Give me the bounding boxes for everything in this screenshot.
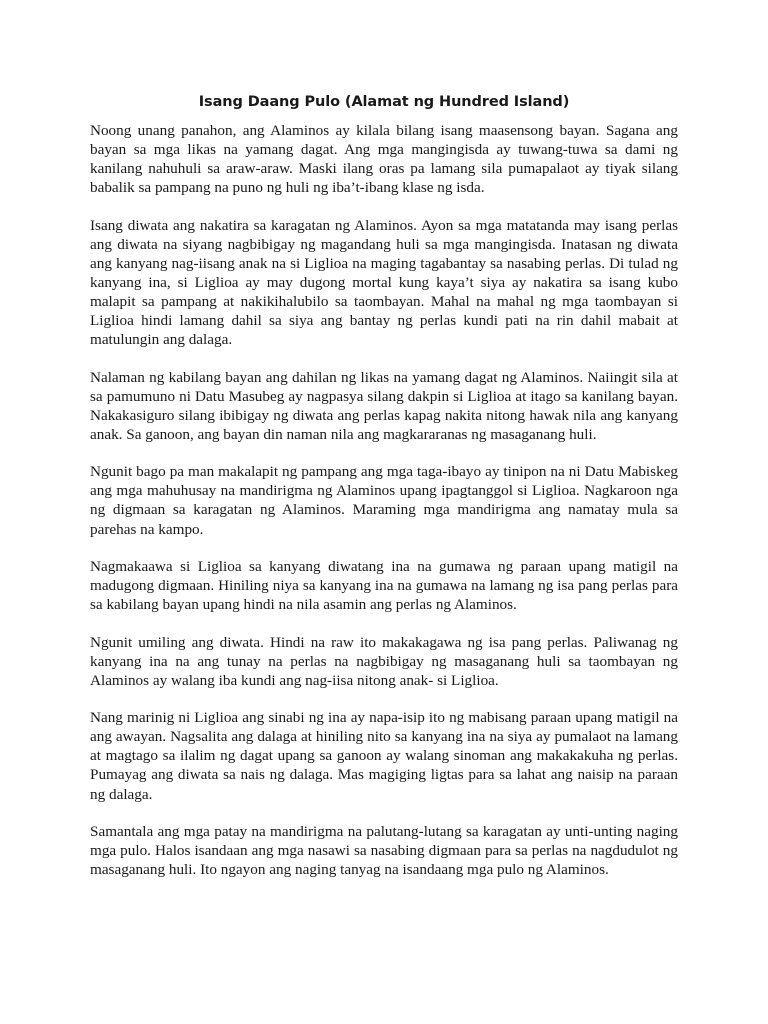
paragraph: Ngunit bago pa man makalapit ng pampang ang mga taga-ibayo ay tinipon na ni Datu Mabiskeg ang mga mahuhusay na mandirigma ng Alaminos upang ipagtanggol si Liglioa. Nagkaroon nga ng digmaan sa karagatan ng Alaminos. Maraming mga mandirigma ang namatay mula sa parehas na kampo. — [90, 463, 678, 538]
document-title: Isang Daang Pulo (Alamat ng Hundred Island) — [198, 94, 570, 110]
paragraph: Nalaman ng kabilang bayan ang dahilan ng likas na yamang dagat ng Alaminos. Naiingit sila at sa pamumuno ni Datu Masubeg ay nagpasya silang dakpin si Liglioa at itago sa kanilang bayan. Nakakasiguro silang ibibigay ng diwata ang perlas kapag nakita nitong hawak nila ang kanyang anak. Sa ganoon, ang bayan din naman nila ang magkararanas ng masaganang huli. — [90, 368, 678, 443]
paragraph: Ngunit umiling ang diwata. Hindi na raw ito makakagawa ng isa pang perlas. Paliwanag ng kanyang ina na ang tunay na perlas na nagbibigay ng masaganang huli sa taombayan ng Alaminos ay walang iba kundi ang nag-iisa nitong anak- si Liglioa. — [90, 633, 678, 689]
paragraph: Isang diwata ang nakatira sa karagatan ng Alaminos. Ayon sa mga matatanda may isang perlas ang diwata na siyang nagbibigay ng magandang huli sa mga mangingisda. Inatasan ng diwata ang kanyang nag-iisang anak na si Liglioa na maging tagabantay sa nasabing perlas. Di tulad ng kanyang ina, si Liglioa ay may dugong mortal kung kaya’t siya ay nakatira sa isang kubo malapit sa pampang at nakikihalubilo sa taombayan. Mahal na mahal ng mga taombayan si Liglioa hindi lamang dahil sa siya ang bantay ng perlas kundi pati na rin dahil mabait at matulungin ang dalaga. — [90, 216, 678, 349]
paragraph: Nagmakaawa si Liglioa sa kanyang diwatang ina na gumawa ng paraan upang matigil na madugong digmaan. Hiniling niya sa kanyang ina na gumawa na lamang ng isa pang perlas para sa kabilang bayan upang hindi na nila asamin ang perlas ng Alaminos. — [90, 557, 678, 614]
paragraph: Nang marinig ni Liglioa ang sinabi ng ina ay napa-isip ito ng mabisang paraan upang matigil na ang awayan. Nagsalita ang dalaga at hiniling nito sa kanyang ina na siya ay pumalaot na lamang at magtago sa ilalim ng dagat upang sa ganoon ay walang sinoman ang makakakuha ng perlas. Pumayag ang diwata sa nais ng dalaga. Mas magiging ligtas para sa lahat ang naisip na paraan ng dalaga. — [90, 709, 678, 803]
paragraph: Noong unang panahon, ang Alaminos ay kilala bilang isang maasensong bayan. Sagana ang bayan sa mga likas na yamang dagat. Ang mga mangingisda ay tuwang-tuwa sa dami ng kanilang nahuhuli sa araw-araw. Maski ilang oras pa lamang sila pumapalaot ay tiyak silang babalik sa pampang na puno ng huli ng iba’t-ibang klase ng isda. — [90, 122, 678, 197]
paragraph: Samantala ang mga patay na mandirigma na palutang-lutang sa karagatan ay unti-unting naging mga pulo. Halos isandaan ang mga nasawi sa nasabing digmaan para sa perlas na nagdudulot ng masaganang huli. Ito ngayon ang naging tanyag na isandaang mga pulo ng Alaminos. — [90, 822, 678, 879]
document-body — [90, 121, 678, 897]
